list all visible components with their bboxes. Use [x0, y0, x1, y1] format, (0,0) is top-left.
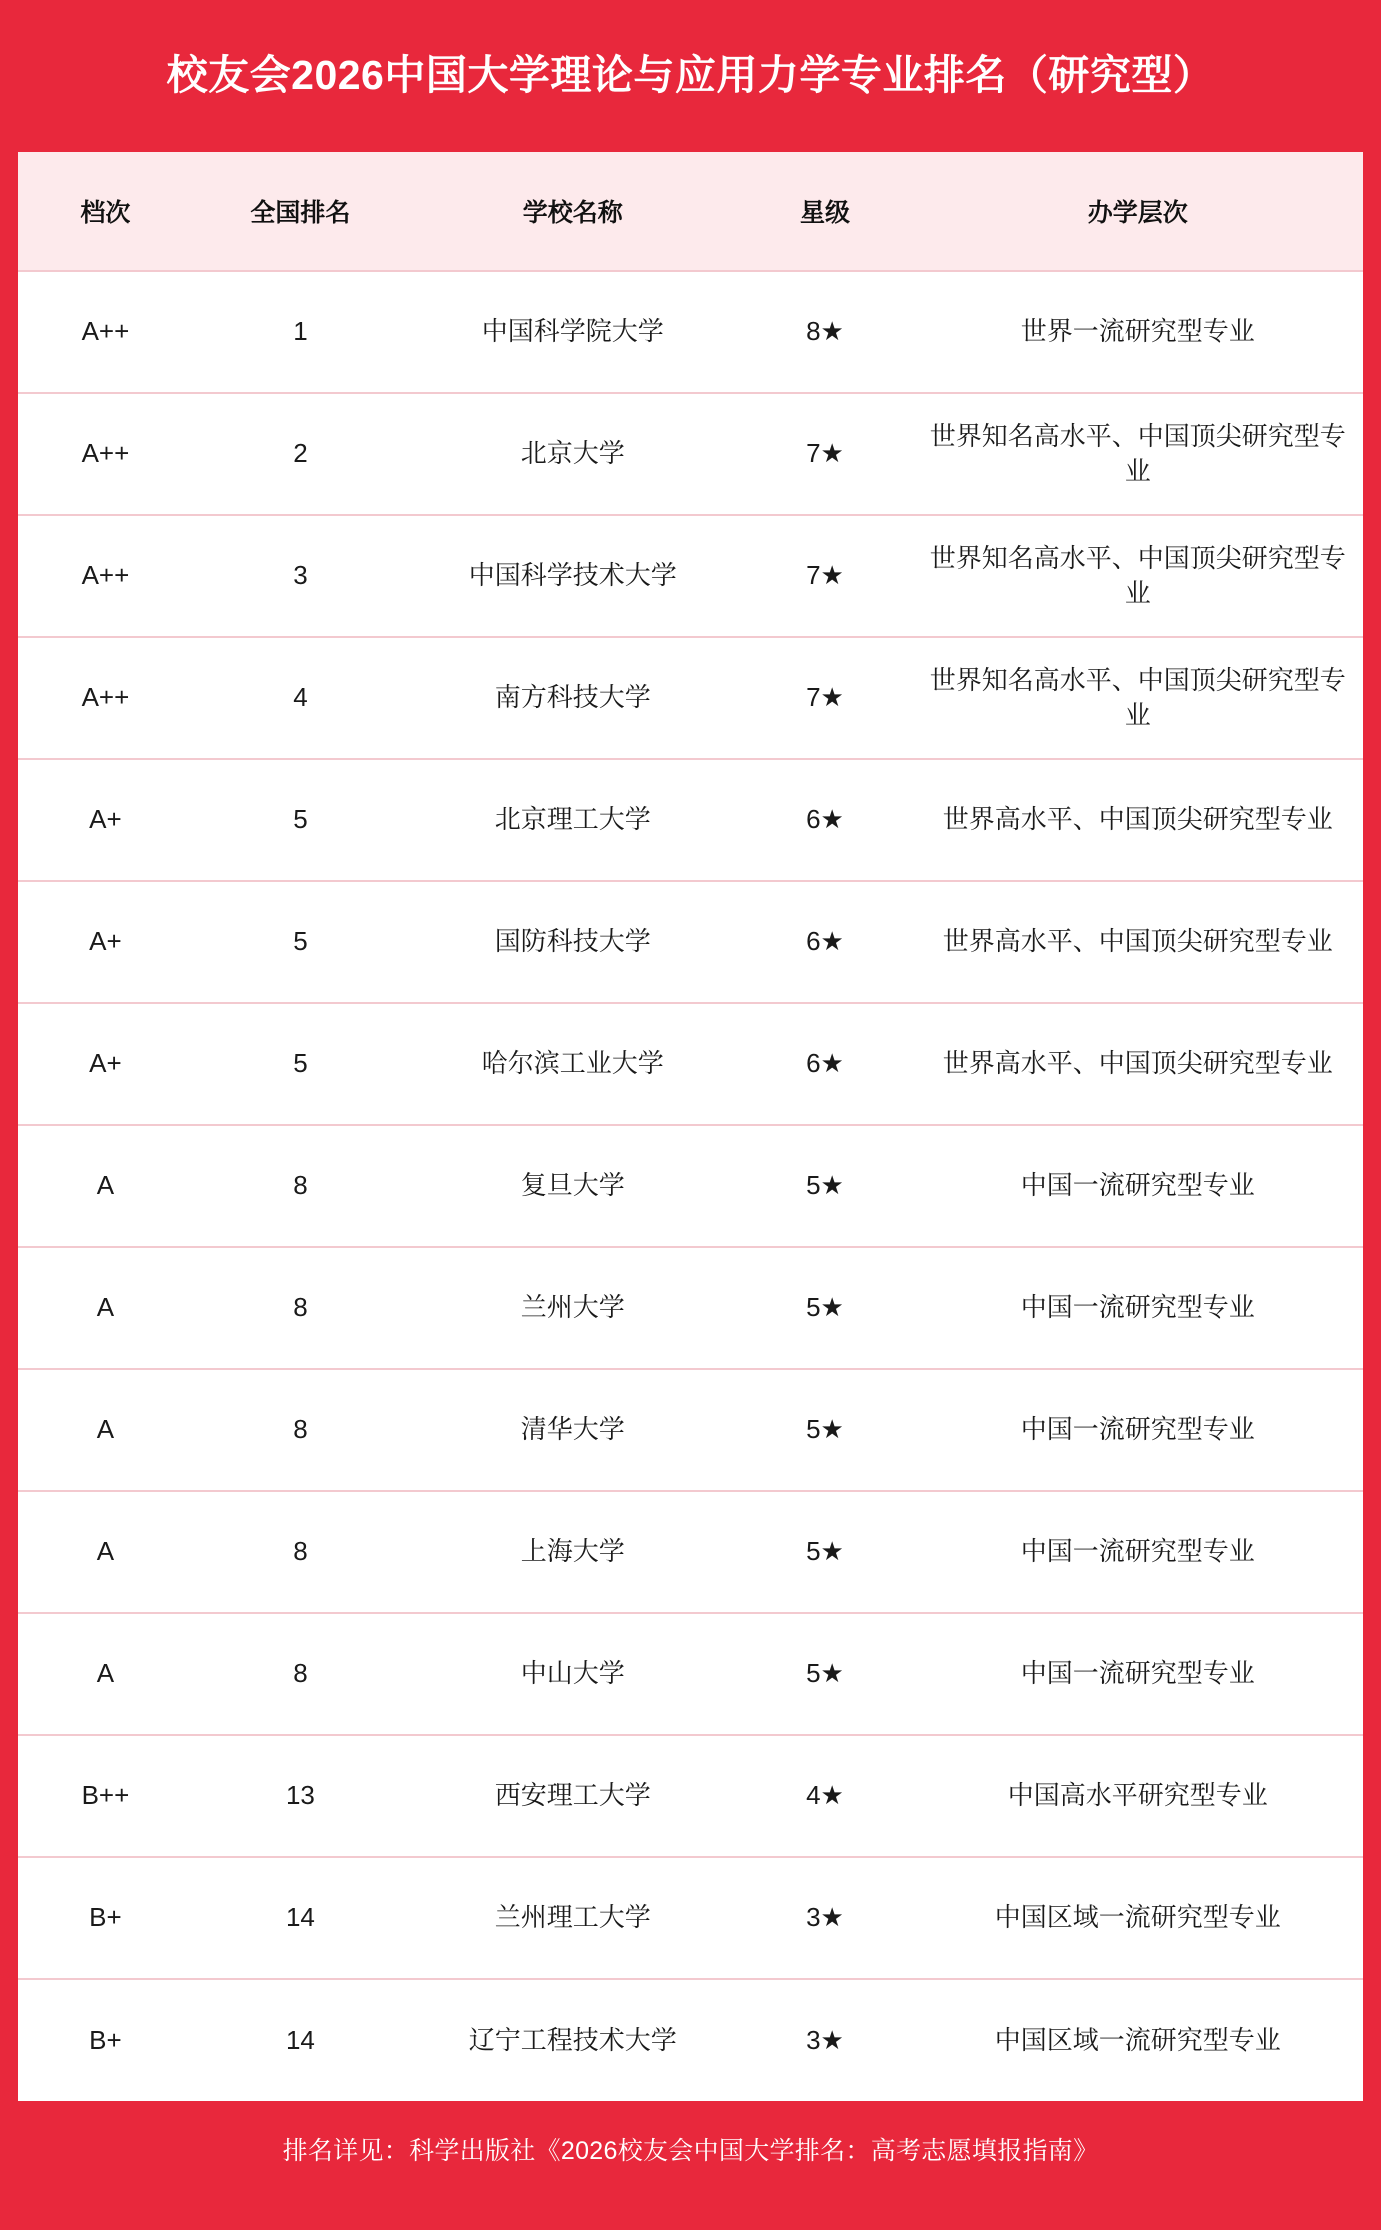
table-header-row [18, 152, 1363, 271]
cell-level: A [18, 1247, 193, 1369]
cell-rank: 3 [193, 515, 408, 637]
table-row [18, 759, 1363, 881]
cell-tier: 中国区域一流研究型专业 [994, 2024, 1281, 2055]
table-row [18, 1003, 1363, 1125]
cell-school-name: 南方科技大学 [408, 637, 738, 759]
cell-tier: 世界知名高水平、中国顶尖研究型专业 [912, 515, 1363, 637]
cell-tier: 中国区域一流研究型专业 [912, 1857, 1363, 1979]
table-row [18, 1247, 1363, 1369]
page-title: 校友会2026中国大学理论与应用力学专业排名（研究型） [166, 52, 1215, 99]
cell-star: 5★ [738, 1125, 913, 1247]
cell-star: 3★ [738, 1857, 913, 1979]
page-header [0, 0, 1381, 152]
table-row [18, 1369, 1363, 1491]
cell-star: 8★ [738, 271, 913, 393]
cell-star: 4★ [738, 1735, 913, 1857]
cell-rank: 14 [285, 2024, 315, 2055]
cell-level: A+ [18, 1003, 193, 1125]
cell-star: 6★ [738, 881, 913, 1003]
page-footer [0, 2101, 1381, 2197]
cell-level: B++ [18, 1735, 193, 1857]
cell-tier: 世界知名高水平、中国顶尖研究型专业 [912, 637, 1363, 759]
cell-school-name: 兰州大学 [408, 1247, 738, 1369]
cell-rank: 1 [193, 271, 408, 393]
cell-tier: 中国一流研究型专业 [912, 1247, 1363, 1369]
table-row [18, 515, 1363, 637]
ranking-table-container [18, 152, 1363, 2101]
cell-star: 3★ [806, 2024, 844, 2055]
cell-rank: 5 [193, 759, 408, 881]
cell-level: A [18, 1125, 193, 1247]
cell-level: A++ [18, 515, 193, 637]
cell-school-name: 北京大学 [408, 393, 738, 515]
cell-star: 5★ [738, 1369, 913, 1491]
cell-level: A++ [18, 393, 193, 515]
cell-rank: 8 [193, 1491, 408, 1613]
cell-tier: 中国一流研究型专业 [912, 1613, 1363, 1735]
cell-star: 5★ [738, 1491, 913, 1613]
table-header [18, 152, 1363, 271]
cell-level: A++ [18, 637, 193, 759]
table-row [18, 1491, 1363, 1613]
cell-level: A+ [18, 759, 193, 881]
cell-tier: 中国一流研究型专业 [912, 1491, 1363, 1613]
cell-level: A+ [18, 881, 193, 1003]
table-row [18, 637, 1363, 759]
cell-rank: 5 [193, 881, 408, 1003]
cell-rank: 2 [193, 393, 408, 515]
cell-school-name: 复旦大学 [408, 1125, 738, 1247]
cell-tier: 中国一流研究型专业 [912, 1369, 1363, 1491]
cell-level: A [18, 1613, 193, 1735]
cell-star: 5★ [738, 1247, 913, 1369]
cell-tier: 中国一流研究型专业 [912, 1125, 1363, 1247]
table-row [18, 1735, 1363, 1857]
cell-rank: 14 [193, 1857, 408, 1979]
column-header-tier: 办学层次 [912, 152, 1363, 271]
cell-school-name: 中国科学院大学 [408, 271, 738, 393]
cell-star: 6★ [738, 759, 913, 881]
cell-star: 6★ [738, 1003, 913, 1125]
cell-school-name: 西安理工大学 [408, 1735, 738, 1857]
column-header-school: 学校名称 [408, 152, 738, 271]
cell-school-name: 辽宁工程技术大学 [468, 2024, 677, 2055]
cell-school-name: 国防科技大学 [408, 881, 738, 1003]
table-body [18, 271, 1363, 2101]
cell-star: 7★ [738, 515, 913, 637]
cell-level: B+ [18, 1857, 193, 1979]
cell-star: 5★ [738, 1613, 913, 1735]
table-row [18, 271, 1363, 393]
table-row [18, 393, 1363, 515]
cell-tier: 世界一流研究型专业 [912, 271, 1363, 393]
cell-school-name: 上海大学 [408, 1491, 738, 1613]
cell-rank: 8 [193, 1247, 408, 1369]
cell-school-name: 中国科学技术大学 [408, 515, 738, 637]
cell-rank: 8 [193, 1125, 408, 1247]
cell-rank: 4 [193, 637, 408, 759]
column-header-star: 星级 [738, 152, 913, 271]
table-row [18, 1613, 1363, 1735]
cell-star: 7★ [738, 393, 913, 515]
cell-rank: 8 [193, 1613, 408, 1735]
cell-tier: 中国高水平研究型专业 [912, 1735, 1363, 1857]
cell-school-name: 兰州理工大学 [408, 1857, 738, 1979]
column-header-rank: 全国排名 [193, 152, 408, 271]
column-header-level: 档次 [18, 152, 193, 271]
cell-school-name: 中山大学 [408, 1613, 738, 1735]
cell-school-name: 清华大学 [408, 1369, 738, 1491]
cell-school-name: 哈尔滨工业大学 [408, 1003, 738, 1125]
cell-rank: 8 [193, 1369, 408, 1491]
table-row [18, 1857, 1363, 1979]
cell-rank: 13 [193, 1735, 408, 1857]
table-row [18, 881, 1363, 1003]
table-row [18, 1979, 1363, 2101]
cell-tier: 世界高水平、中国顶尖研究型专业 [912, 759, 1363, 881]
cell-level: A [18, 1369, 193, 1491]
cell-star: 7★ [738, 637, 913, 759]
cell-tier: 世界高水平、中国顶尖研究型专业 [912, 1003, 1363, 1125]
cell-level: A++ [18, 271, 193, 393]
cell-tier: 世界高水平、中国顶尖研究型专业 [912, 881, 1363, 1003]
footer-note: 排名详见：科学出版社《2026校友会中国大学排名：高考志愿填报指南》 [282, 2137, 1099, 2165]
table-row [18, 1125, 1363, 1247]
ranking-table [18, 152, 1363, 2101]
cell-school-name: 北京理工大学 [408, 759, 738, 881]
cell-level: B+ [89, 2024, 122, 2055]
cell-level: A [18, 1491, 193, 1613]
cell-tier: 世界知名高水平、中国顶尖研究型专业 [912, 393, 1363, 515]
cell-rank: 5 [193, 1003, 408, 1125]
